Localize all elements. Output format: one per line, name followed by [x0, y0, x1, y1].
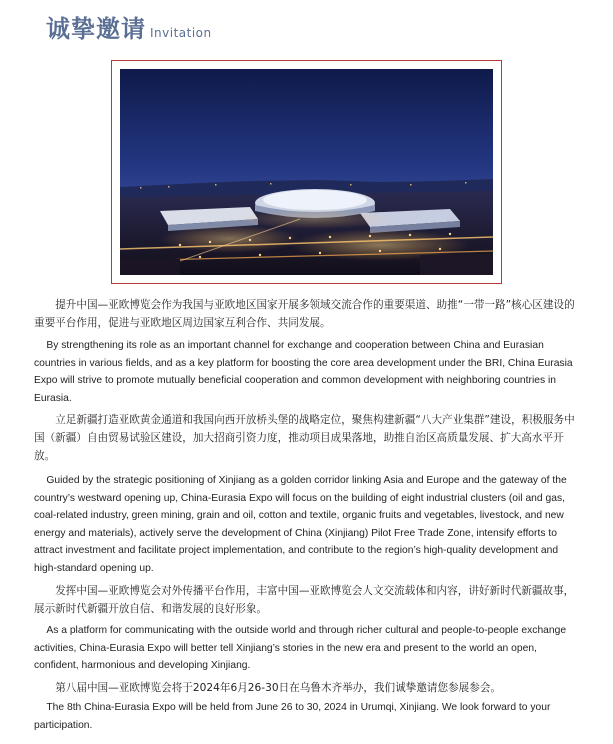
page-title-cn: 诚挚邀请: [46, 15, 146, 43]
paragraph-2-en: Guided by the strategic positioning of Xinjiang as a golden corridor linking Asia and Europe and the gateway of the country’s westward opening up, China-Eurasia Expo will focus on the building of eight industrial clusters (oil and gas, coal-related industry, green mining, grain and oil, cotton and textile, organic fruits and vegetables, livestock, and new energy and materials), actively serve the development of China (Xinjiang) Pilot Free Trade Zone, intensify efforts to attract investment and facilitate project implementation, and contribute to the region’s high-quality development and high-standard opening up.: [34, 475, 567, 574]
paragraph-1-cn: 提升中国—亚欧博览会作为我国与亚欧地区国家开展多领域交流合作的重要渠道、助推“一带一路”核心区建设的重要平台作用，促进与亚欧地区周边国家互利合作、共同发展。: [34, 299, 575, 329]
paragraph-3-cn: 发挥中国—亚欧博览会对外传播平台作用，丰富中国—亚欧博览会人文交流载体和内容，讲好新时代新疆故事，展示新时代新疆开放自信、和谐发展的良好形象。: [34, 585, 575, 615]
paragraph-1-en: By strengthening its role as an important channel for exchange and cooperation between China and Eurasian countries in various fields, and as a key platform for boosting the core area development under the BRI, China Eurasia Expo will strive to promote mutually beneficial cooperation and common development with neighboring countries in Eurasia.: [34, 340, 573, 404]
photo-frame: [111, 60, 502, 284]
expo-night-aerial-image: [120, 69, 493, 275]
paragraph-3-en: As a platform for communicating with the outside world and through richer cultural and people-to-people exchange activities, China-Eurasia Expo will better tell Xinjiang’s stories in the new era and present to the world an open, confident, harmonious and developing Xinjiang.: [34, 625, 567, 671]
page-header: [46, 9, 212, 44]
paragraph-4-cn: 第八届中国—亚欧博览会将于2024年6月26-30日在乌鲁木齐举办，我们诚挚邀请您参展参会。: [55, 682, 502, 694]
paragraph-4-en: The 8th China-Eurasia Expo will be held from June 26 to 30, 2024 in Urumqi, Xinjiang. We look forward to your participation.: [34, 702, 551, 731]
paragraph-2-cn: 立足新疆打造亚欧黄金通道和我国向西开放桥头堡的战略定位，聚焦构建新疆“八大产业集群”建设，积极服务中国（新疆）自由贸易试验区建设，加大招商引资力度，推动项目成果落地，助推自治区高质量发展、扩大高水平开放。: [34, 414, 575, 462]
page-title-en: Invitation: [150, 26, 212, 40]
